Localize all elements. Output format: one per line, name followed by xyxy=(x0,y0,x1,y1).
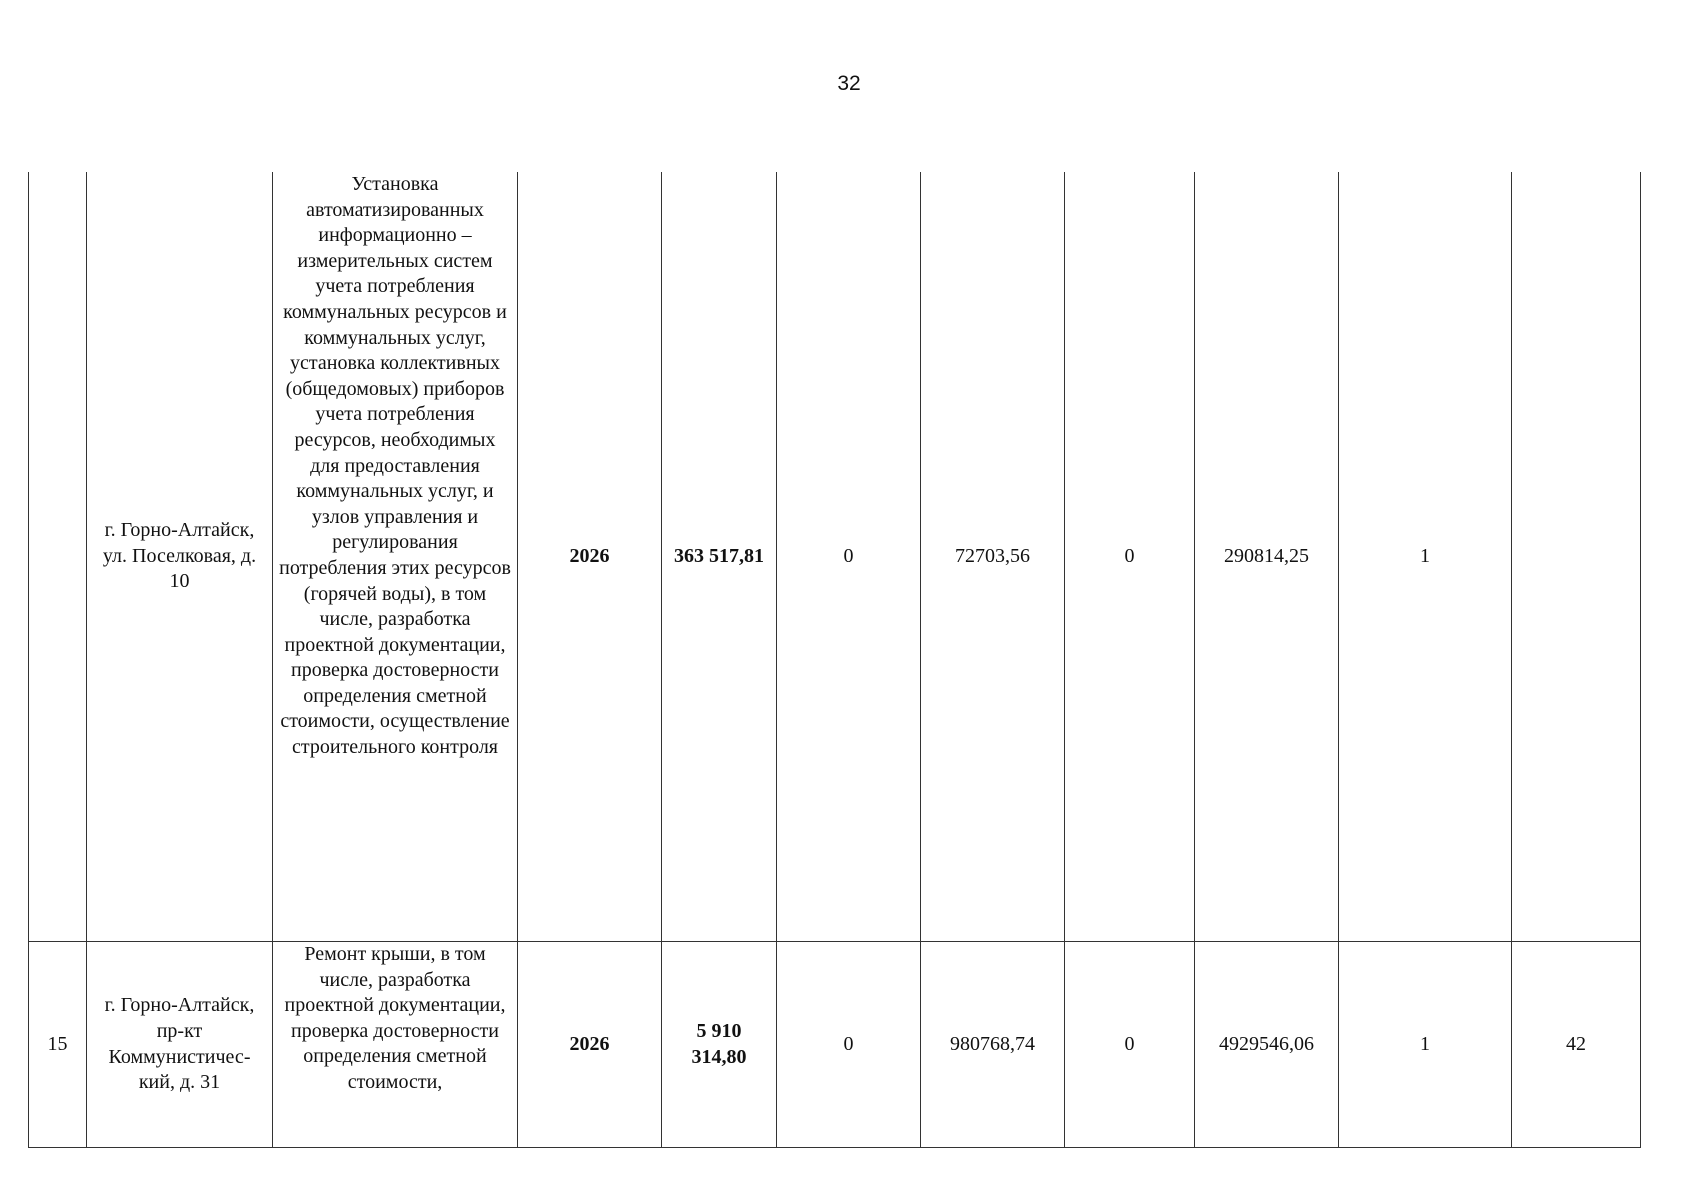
work-description-cell xyxy=(273,942,518,1148)
address-cell: г. Горно-Алтайск, пр-кт Коммунистичес-кий, д. 31 xyxy=(87,942,273,1148)
address-cell: г. Горно-Алтайск, ул. Поселковая, д. 10 xyxy=(87,172,273,942)
value-cell: 4929546,06 xyxy=(1195,942,1339,1148)
value-cell: 0 xyxy=(777,942,921,1148)
year-cell: 2026 xyxy=(518,172,662,942)
value-cell: 980768,74 xyxy=(921,942,1065,1148)
value-cell: 0 xyxy=(1065,172,1195,942)
value-cell: 1 xyxy=(1339,942,1512,1148)
row-number-cell: 15 xyxy=(29,942,87,1148)
works-table xyxy=(28,172,1641,1148)
page-number: 32 xyxy=(837,72,861,95)
value-cell: 72703,56 xyxy=(921,172,1065,942)
total-cost-cell: 5 910 314,80 xyxy=(662,942,777,1148)
value-cell: 42 xyxy=(1512,942,1641,1148)
value-cell xyxy=(1512,172,1641,942)
work-description-cell: Установка автоматизированных информационно – измерительных систем учета потребления коммунальных ресурсов и коммунальных услуг, установка коллективных (общедомовых) приборов учета потребления ресурсов, необходимых для предоставления коммунальных услуг, и узлов управления и регулирования потребления этих ресурсов (горячей воды), в том числе, разработка проектной документации, проверка достоверности определения сметной стоимости, осуществление строительного контроля xyxy=(273,172,518,942)
value-cell: 0 xyxy=(777,172,921,942)
work-description-text: Ремонт крыши, в том числе, разработка проектной документации, проверка достоверности определения сметной стоимости, xyxy=(284,943,506,1093)
row-number-cell xyxy=(29,172,87,942)
value-cell: 290814,25 xyxy=(1195,172,1339,942)
total-cost-cell: 363 517,81 xyxy=(662,172,777,942)
table-row xyxy=(29,942,1641,1148)
value-cell: 1 xyxy=(1339,172,1512,942)
value-cell: 0 xyxy=(1065,942,1195,1148)
year-cell: 2026 xyxy=(518,942,662,1148)
table-row xyxy=(29,172,1641,942)
